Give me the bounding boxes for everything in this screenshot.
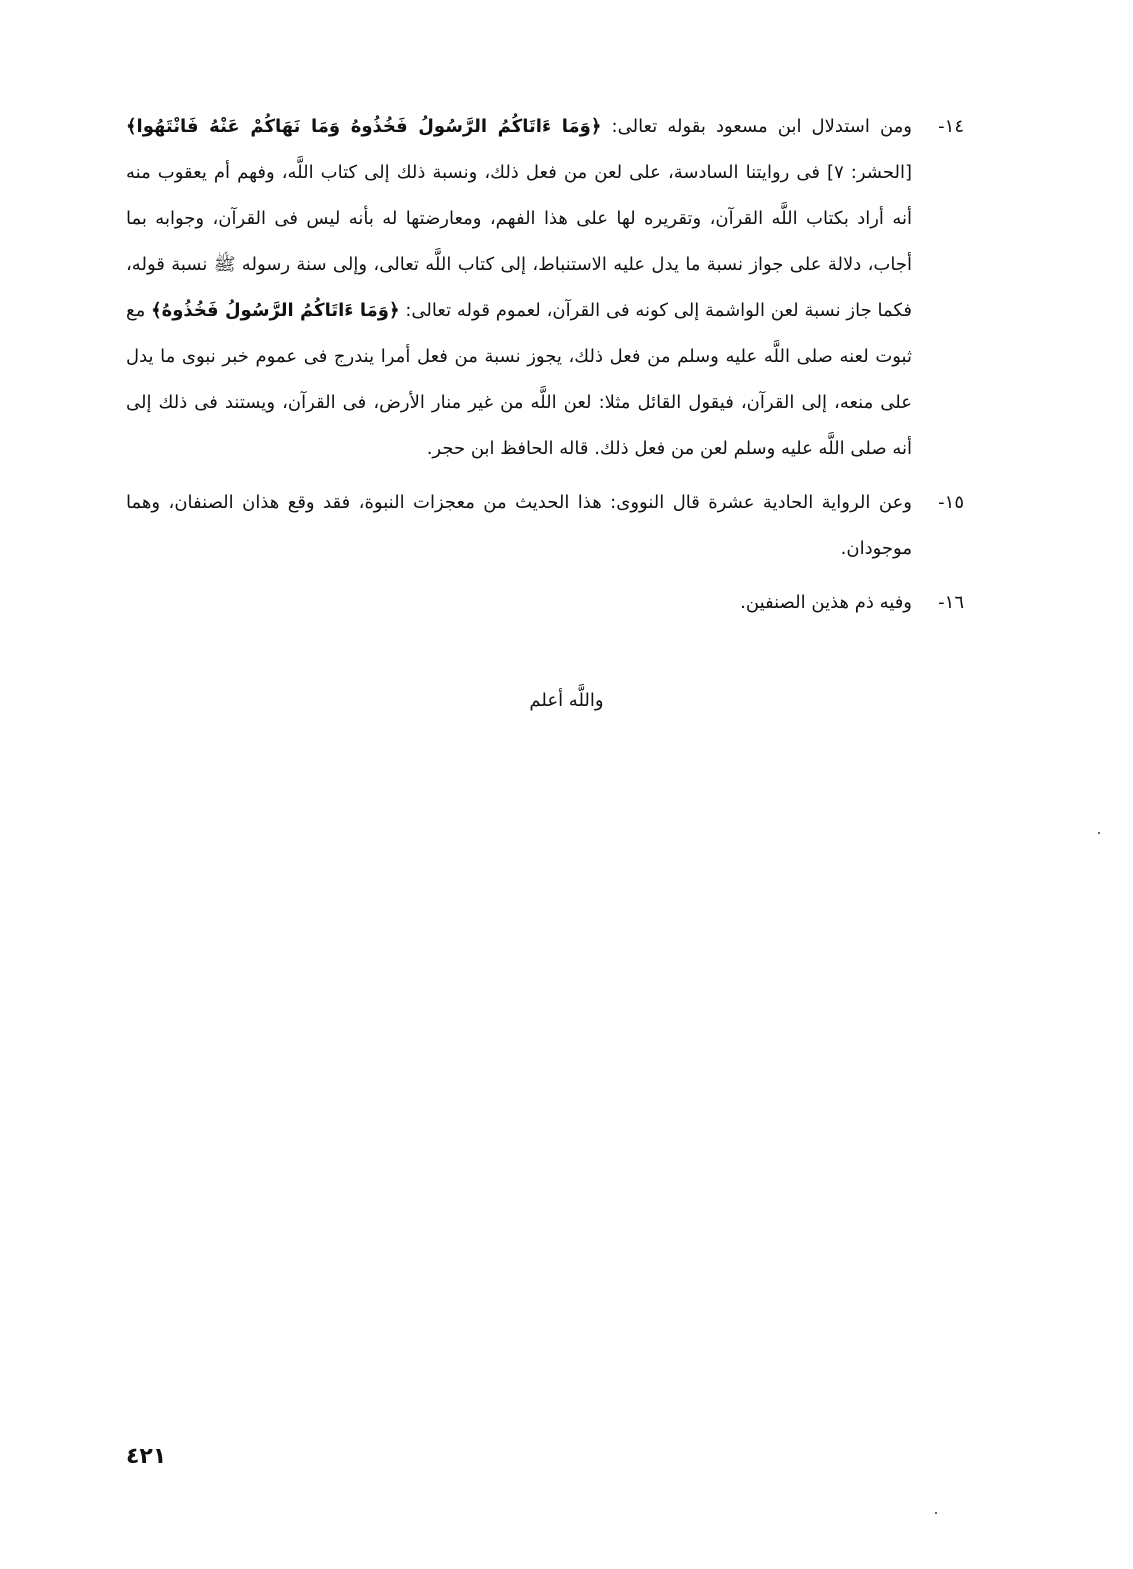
closing-phrase: واللَّه أعلم [529, 690, 604, 711]
paragraph-text: ومن استدلال ابن مسعود بقوله تعالى: [611, 116, 912, 137]
quran-quote: ﴿وَمَا ءَاتَاكُمُ الرَّسُولُ فَخُذُوهُ﴾ [151, 300, 400, 321]
scan-speck [1098, 832, 1100, 834]
body-text [126, 104, 964, 626]
paragraph-text: مع ثبوت لعنه صلى اللَّه عليه وسلم من فعل ذلك، يجوز نسبة من فعل أمرا يندرج فى عموم خبر نبوى ما يدل على منعه، إلى القرآن، فيقول القائل مثلا: لعن اللَّه من غير منار الأرض، فى القرآن، ويستند فى ذلك إلى أنه صلى اللَّه عليه وسلم لعن من فعل ذلك. قاله الحافظ ابن حجر. [126, 300, 912, 459]
paragraph-16 [126, 580, 964, 626]
paragraph-15 [126, 480, 964, 572]
scan-speck [935, 1512, 937, 1514]
paragraph-number: ١٥- [938, 492, 964, 513]
paragraph-14 [126, 104, 964, 472]
paragraph-text: [الحشر: ٧] فى روايتنا السادسة، على لعن من فعل ذلك، ونسبة ذلك إلى كتاب اللَّه، وفهم أم يعقوب منه أنه أراد بكتاب اللَّه القرآن، وتقريره لها على هذا الفهم، ومعارضتها له بأنه ليس فى القرآن، وجوابه بما أجاب، دلالة على جواز نسبة ما يدل عليه الاستنباط، إلى كتاب اللَّه تعالى، وإلى سنة رسوله ﷺ نسبة قوله، فكما جاز نسبة لعن الواشمة إلى كونه فى القرآن، لعموم قوله تعالى: [126, 162, 912, 321]
paragraph-number: ١٦- [938, 592, 964, 613]
paragraph-number: ١٤- [938, 116, 964, 137]
paragraph-text: وفيه ذم هذين الصنفين. [740, 592, 912, 613]
page-number: ٤٢١ [126, 1444, 167, 1469]
paragraph-text: وعن الرواية الحادية عشرة قال النووى: هذا الحديث من معجزات النبوة، فقد وقع هذان الصنفان، وهما موجودان. [126, 492, 912, 559]
quran-quote: ﴿وَمَا ءَاتَاكُمُ الرَّسُولُ فَخُذُوهُ وَمَا نَهَاكُمْ عَنْهُ فَانْتَهُوا﴾ [126, 116, 602, 137]
